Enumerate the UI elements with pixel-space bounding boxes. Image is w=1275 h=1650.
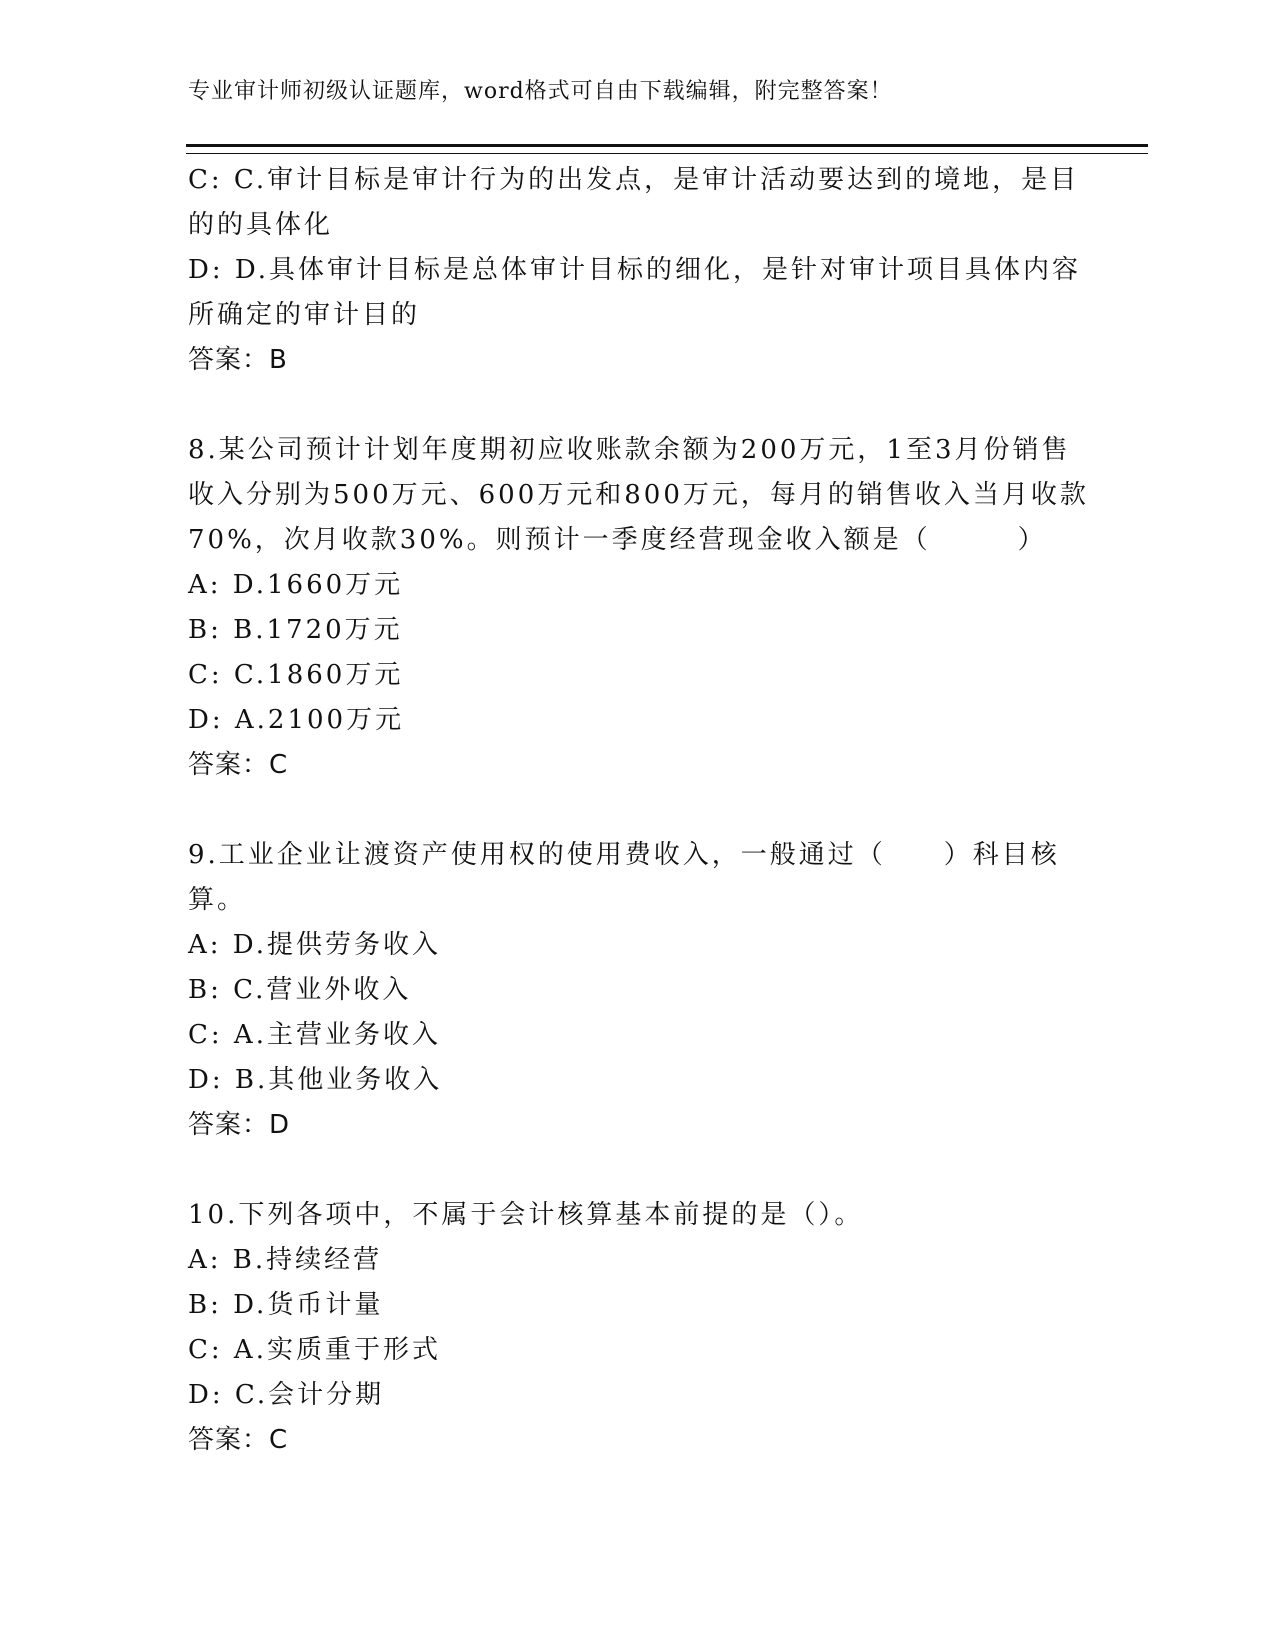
spacer xyxy=(188,1148,1088,1193)
question-stem-line-1: 8.某公司预计计划年度期初应收账款余额为200万元，1至3月份销售 xyxy=(188,435,1071,465)
option-d: D: C.会计分期 xyxy=(188,1380,385,1410)
header-divider xyxy=(186,144,1148,154)
question-stem-line-1: 9.工业企业让渡资产使用权的使用费收入，一般通过（ ）科目核 xyxy=(188,840,1060,870)
option-a: A: D.提供劳务收入 xyxy=(188,930,441,960)
answer-label: 答案：B xyxy=(188,345,288,375)
answer-label: 答案：D xyxy=(188,1110,291,1140)
option-a: A: B.持续经营 xyxy=(188,1245,383,1275)
answer-label: 答案：C xyxy=(188,750,289,780)
question-10 xyxy=(188,1193,1088,1463)
page-header: 专业审计师初级认证题库，word格式可自由下载编辑，附完整答案！ xyxy=(188,79,893,104)
option-c: C: A.主营业务收入 xyxy=(188,1020,441,1050)
option-d: D: A.2100万元 xyxy=(188,705,405,735)
question-stem-line-2: 算。 xyxy=(188,885,247,915)
question-stem-line-3: 70%，次月收款30%。则预计一季度经营现金收入额是（ ） xyxy=(188,525,1047,555)
question-content xyxy=(188,158,1088,1463)
option-c-line-1: C: C.审计目标是审计行为的出发点，是审计活动要达到的境地，是目 xyxy=(188,165,1080,195)
option-d-line-1: D: D.具体审计目标是总体审计目标的细化，是针对审计项目具体内容 xyxy=(188,255,1082,285)
spacer xyxy=(188,383,1088,428)
option-b: B: B.1720万元 xyxy=(188,615,403,645)
option-b: B: D.货币计量 xyxy=(188,1290,384,1320)
spacer xyxy=(188,788,1088,833)
answer-label: 答案：C xyxy=(188,1425,289,1455)
question-9 xyxy=(188,833,1088,1148)
option-d-line-2: 所确定的审计目的 xyxy=(188,300,421,330)
question-stem-line-1: 10.下列各项中，不属于会计核算基本前提的是（）。 xyxy=(188,1200,864,1230)
option-b: B: C.营业外收入 xyxy=(188,975,412,1005)
option-c: C: A.实质重于形式 xyxy=(188,1335,441,1365)
option-a: A: D.1660万元 xyxy=(188,570,404,600)
question-8 xyxy=(188,428,1088,788)
option-c: C: C.1860万元 xyxy=(188,660,404,690)
question-7-tail xyxy=(188,158,1088,383)
question-stem-line-2: 收入分别为500万元、600万元和800万元，每月的销售收入当月收款 xyxy=(188,480,1089,510)
option-c-line-2: 的的具体化 xyxy=(188,210,334,240)
option-d: D: B.其他业务收入 xyxy=(188,1065,443,1095)
